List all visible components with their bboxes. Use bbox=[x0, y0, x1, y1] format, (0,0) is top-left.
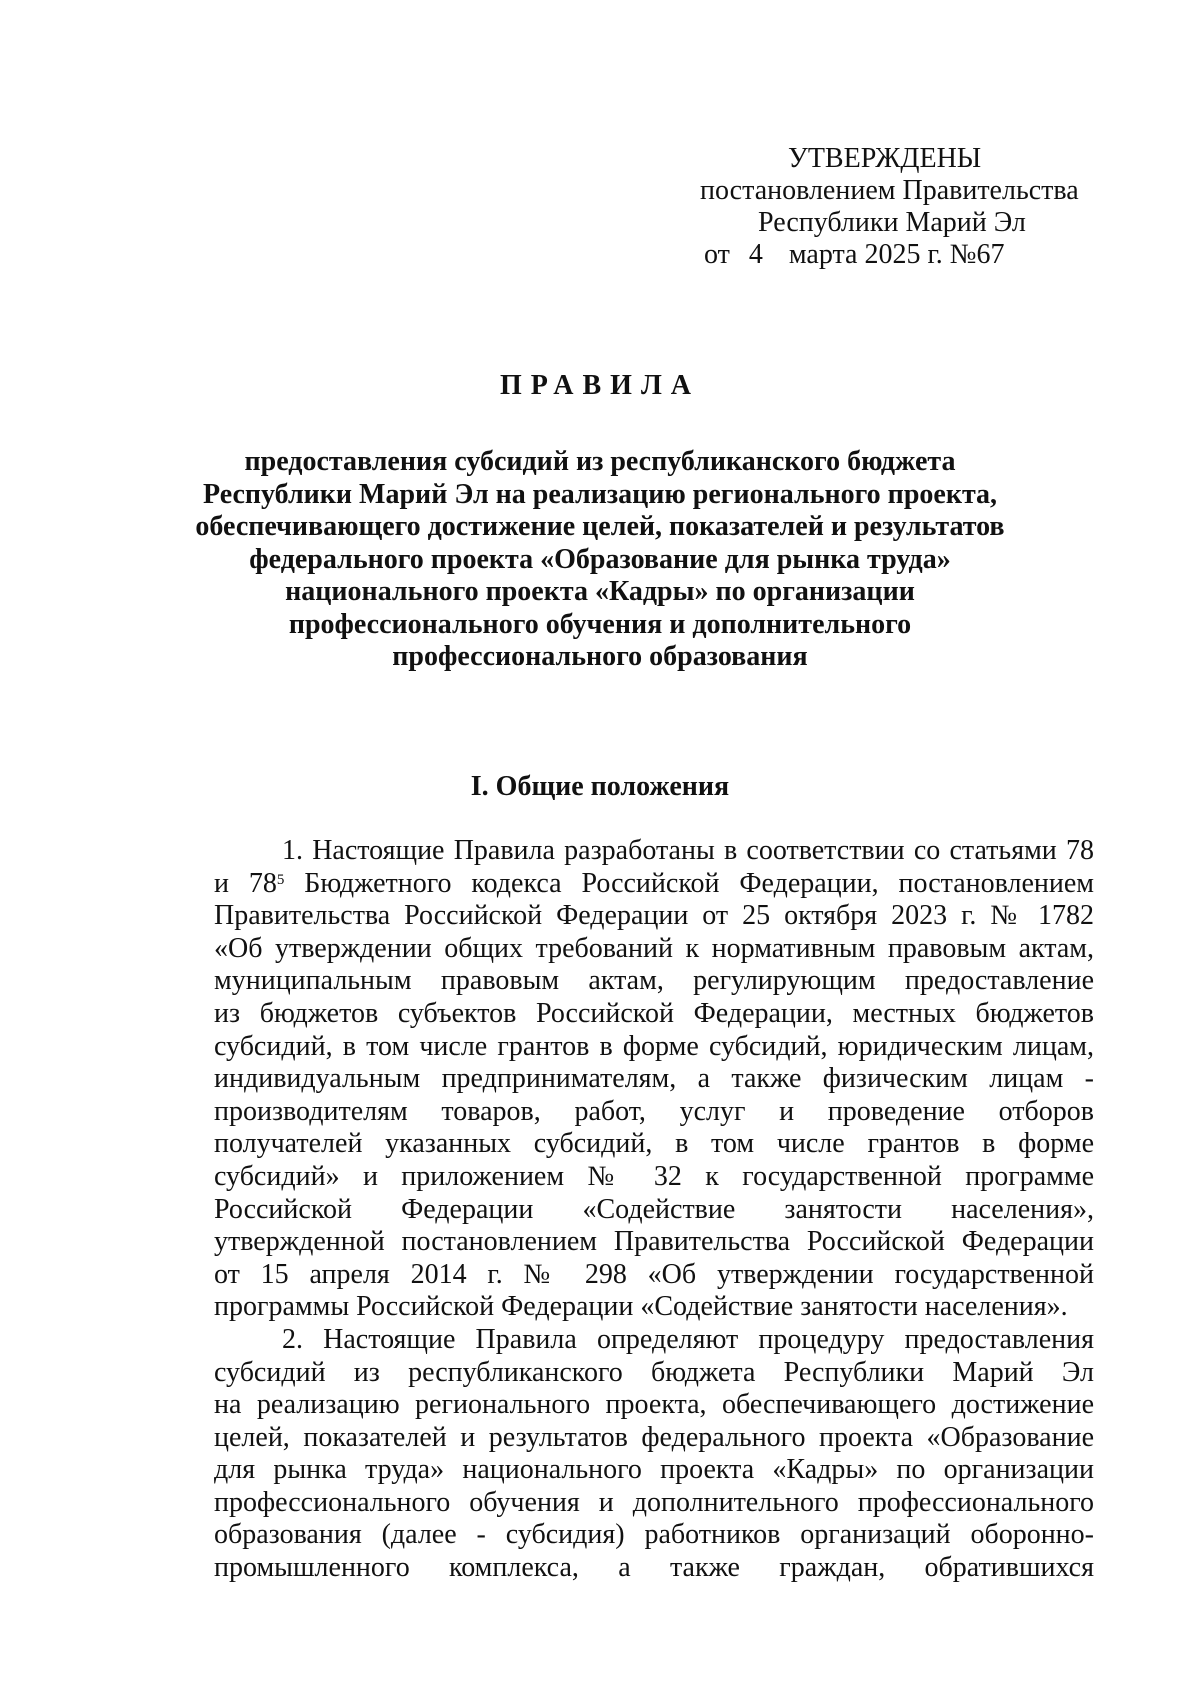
approval-republic: Республики Марий Эл bbox=[758, 207, 1026, 238]
paragraph-line: муниципальным правовым актам, регулирующим предоставление bbox=[214, 965, 1094, 997]
subtitle-line: предоставления субсидий из республиканского бюджета bbox=[244, 446, 956, 477]
paragraph-line: для рынка труда» национального проекта «Кадры» по организации bbox=[214, 1454, 1094, 1486]
paragraph-line: программы Российской Федерации «Содействие занятости населения». bbox=[214, 1291, 1068, 1323]
document-subtitle bbox=[150, 446, 1050, 674]
paragraph-text: и 78 bbox=[214, 867, 277, 899]
paragraph-line: 2. Настоящие Правила определяют процедуру предоставления bbox=[282, 1323, 1094, 1355]
paragraph-1 bbox=[214, 835, 1094, 1324]
paragraph-line: утвержденной постановлением Правительства Российской Федерации bbox=[214, 1226, 1094, 1258]
paragraph-line: образования (далее - субсидия) работников организаций оборонно- bbox=[214, 1519, 1094, 1551]
paragraph-line: профессионального обучения и дополнительного профессионального bbox=[214, 1486, 1094, 1518]
document-body bbox=[214, 835, 1094, 1585]
document-title: ПРАВИЛА bbox=[499, 370, 701, 401]
superscript: 5 bbox=[276, 871, 285, 888]
approval-date-day: 4 bbox=[748, 239, 763, 270]
section-heading: I. Общие положения bbox=[470, 771, 730, 802]
subtitle-line: Республики Марий Эл на реализацию регионального проекта, bbox=[202, 478, 998, 510]
paragraph-line: целей, показателей и результатов федерального проекта «Образование bbox=[214, 1421, 1094, 1453]
approval-by-resolution: постановлением Правительства bbox=[700, 175, 1079, 206]
paragraph-text: Бюджетного кодекса Российской Федерации, постановлением bbox=[284, 867, 1094, 899]
paragraph-line bbox=[214, 868, 1094, 901]
paragraph-line: из бюджетов субъектов Российской Федерации, местных бюджетов bbox=[214, 997, 1094, 1029]
paragraph-line: 1. Настоящие Правила разработаны в соответствии со статьями 78 bbox=[282, 835, 1094, 866]
paragraph-line: получателей указанных субсидий, в том числе грантов в форме bbox=[214, 1128, 1094, 1160]
approval-date-line bbox=[700, 239, 1120, 271]
paragraph-2 bbox=[214, 1324, 1094, 1585]
subtitle-line: профессионального образования bbox=[392, 641, 808, 672]
approval-date-prefix: от bbox=[704, 239, 730, 270]
subtitle-line: профессионального обучения и дополнительного bbox=[288, 608, 912, 640]
paragraph-line: на реализацию регионального проекта, обеспечивающего достижение bbox=[214, 1389, 1094, 1421]
paragraph-line: Российской Федерации «Содействие занятости населения», bbox=[214, 1193, 1094, 1225]
subtitle-line: федерального проекта «Образование для рынка труда» bbox=[249, 543, 951, 575]
approval-date-rest: марта 2025 г. № bbox=[788, 239, 977, 270]
paragraph-line: от 15 апреля 2014 г. № 298 «Об утверждении государственной bbox=[214, 1258, 1094, 1290]
subtitle-line: обеспечивающего достижение целей, показателей и результатов bbox=[195, 511, 1005, 542]
approval-block bbox=[700, 143, 1120, 271]
paragraph-line: промышленного комплекса, а также граждан, обратившихся bbox=[214, 1552, 1094, 1584]
paragraph-line: субсидий, в том числе грантов в форме субсидий, юридическим лицам, bbox=[214, 1030, 1094, 1062]
paragraph-line: «Об утверждении общих требований к нормативным правовым актам, bbox=[214, 932, 1094, 964]
approval-doc-number: 67 bbox=[976, 239, 1005, 270]
paragraph-line: индивидуальным предпринимателям, а также физическим лицам - bbox=[214, 1063, 1094, 1095]
paragraph-line: Правительства Российской Федерации от 25 октября 2023 г. № 1782 bbox=[214, 900, 1094, 932]
approval-heading: УТВЕРЖДЕНЫ bbox=[788, 143, 982, 174]
paragraph-line: субсидий» и приложением № 32 к государственной программе bbox=[214, 1160, 1094, 1192]
paragraph-line: субсидий из республиканского бюджета Республики Марий Эл bbox=[214, 1356, 1094, 1388]
subtitle-line: национального проекта «Кадры» по организации bbox=[285, 576, 915, 607]
paragraph-line: производителям товаров, работ, услуг и проведение отборов bbox=[214, 1095, 1094, 1127]
